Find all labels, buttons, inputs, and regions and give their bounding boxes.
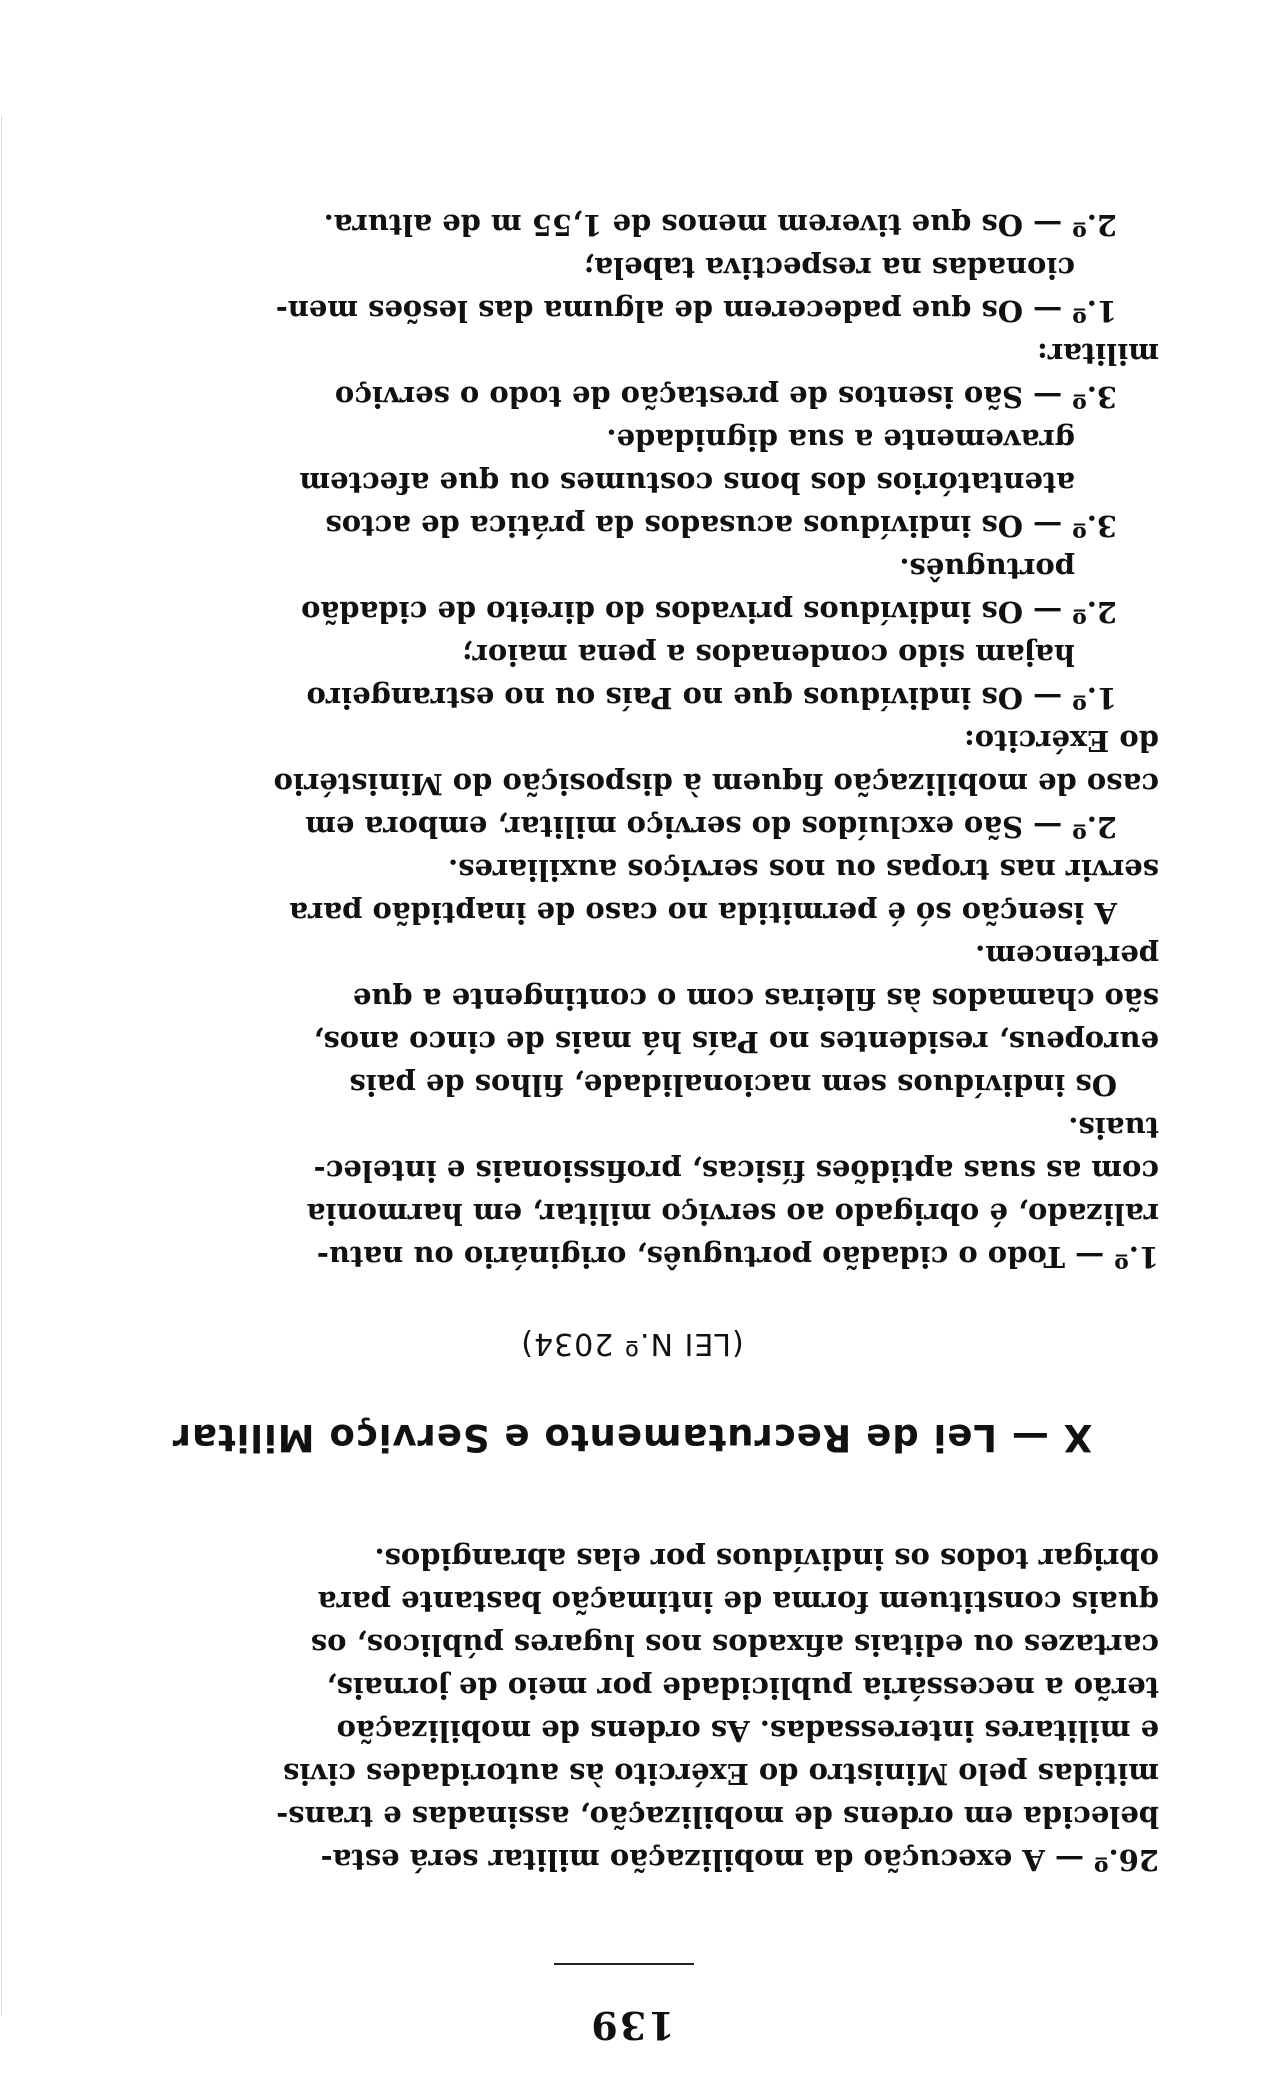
article-3-paragraph [159, 332, 1159, 418]
text-line: 1.º — Todo o cidadão português, originário ou natu- [316, 1240, 1159, 1274]
article-2-item-3 [159, 418, 1159, 547]
text-line: português. [899, 552, 1075, 586]
text-line: com as suas aptidões físicas, profissionais e intelec- [313, 1154, 1159, 1188]
text-line: 3.º — Os indivíduos acusados da prática de actos [325, 509, 1117, 543]
text-line: gravemente a sua dignidade. [606, 423, 1075, 457]
text-line: e militares interessadas. As ordens de mobilização [336, 1714, 1159, 1748]
text-line: mitidas pelo Ministro do Exército às autoridades civis [282, 1757, 1159, 1791]
article-2-item-1 [159, 633, 1159, 719]
text-line: pertencem. [975, 939, 1159, 973]
law-reference: (LEI N.º 2034) [520, 1326, 744, 1361]
article-26-paragraph [159, 1537, 1159, 1881]
text-line: atentatórios dos bons costumes ou que afectem [299, 466, 1075, 500]
text-line: hajam sido condenados a pena maior; [461, 638, 1075, 672]
section-title: X — Lei de Recrutamento e Serviço Militar [171, 1416, 1093, 1459]
article-1-block [159, 203, 1159, 1278]
text-line: cartazes ou editais afixados nos lugares públicos, os [310, 1628, 1159, 1662]
text-line: cionadas na respectiva tabela; [583, 251, 1075, 285]
text-line: 26.º — A execução da mobilização militar será esta- [320, 1843, 1159, 1877]
text-line: servir nas tropas ou nos serviços auxiliares. [448, 853, 1159, 887]
text-line: terão a necessária publicidade por meio de jornais, [326, 1671, 1159, 1705]
article-3-item-1 [159, 246, 1159, 332]
text-line: quais constituem forma de intimação bastante para [317, 1585, 1159, 1619]
article-1-paragraph [159, 1106, 1159, 1278]
text-line: 2.º — Os que tiverem menos de 1,55 m de altura. [323, 208, 1117, 242]
text-line: 1.º — Os indivíduos que no País ou no estrangeiro [306, 681, 1117, 715]
text-line: belecida em ordens de mobilização, assinadas e trans- [276, 1800, 1159, 1834]
text-line: são chamados às fileiras com o contingente a que [352, 982, 1159, 1016]
text-line: europeus, residentes no País há mais de cinco anos, [313, 1025, 1159, 1059]
text-line: tuais. [1068, 1111, 1159, 1145]
article-26 [159, 1537, 1159, 1881]
text-line: Os indivíduos sem nacionalidade, filhos de pais [349, 1068, 1117, 1102]
article-3-item-2 [159, 203, 1159, 246]
text-line: 2.º — Os indivíduos privados do direito de cidadão [301, 595, 1117, 629]
article-2-item-2 [159, 547, 1159, 633]
scan-edge-mark [1, 116, 2, 2016]
text-line: militar: [1037, 337, 1159, 371]
text-line: 1.º — Os que padecerem de alguma das lesões men- [275, 294, 1117, 328]
text-line: A isenção só é permitida no caso de inaptidão para [289, 896, 1117, 930]
text-line: do Exército: [964, 724, 1159, 758]
article-2-paragraph [159, 719, 1159, 848]
page-number: 139 [589, 2003, 675, 2048]
page-number-rule [554, 1963, 694, 1965]
text-line: obrigar todos os indivíduos por elas abrangidos. [374, 1542, 1159, 1576]
foreigners-paragraph [159, 934, 1159, 1106]
text-line: ralizado, é obrigado ao serviço militar, em harmonia [306, 1197, 1159, 1231]
exemption-paragraph [159, 848, 1159, 934]
text-line: 3.º — São isentos de prestação de todo o serviço [334, 380, 1117, 414]
text-line: 2.º — São excluídos do serviço militar, embora em [305, 810, 1117, 844]
text-line: caso de mobilização fiquem à disposição do Ministério [273, 767, 1159, 801]
